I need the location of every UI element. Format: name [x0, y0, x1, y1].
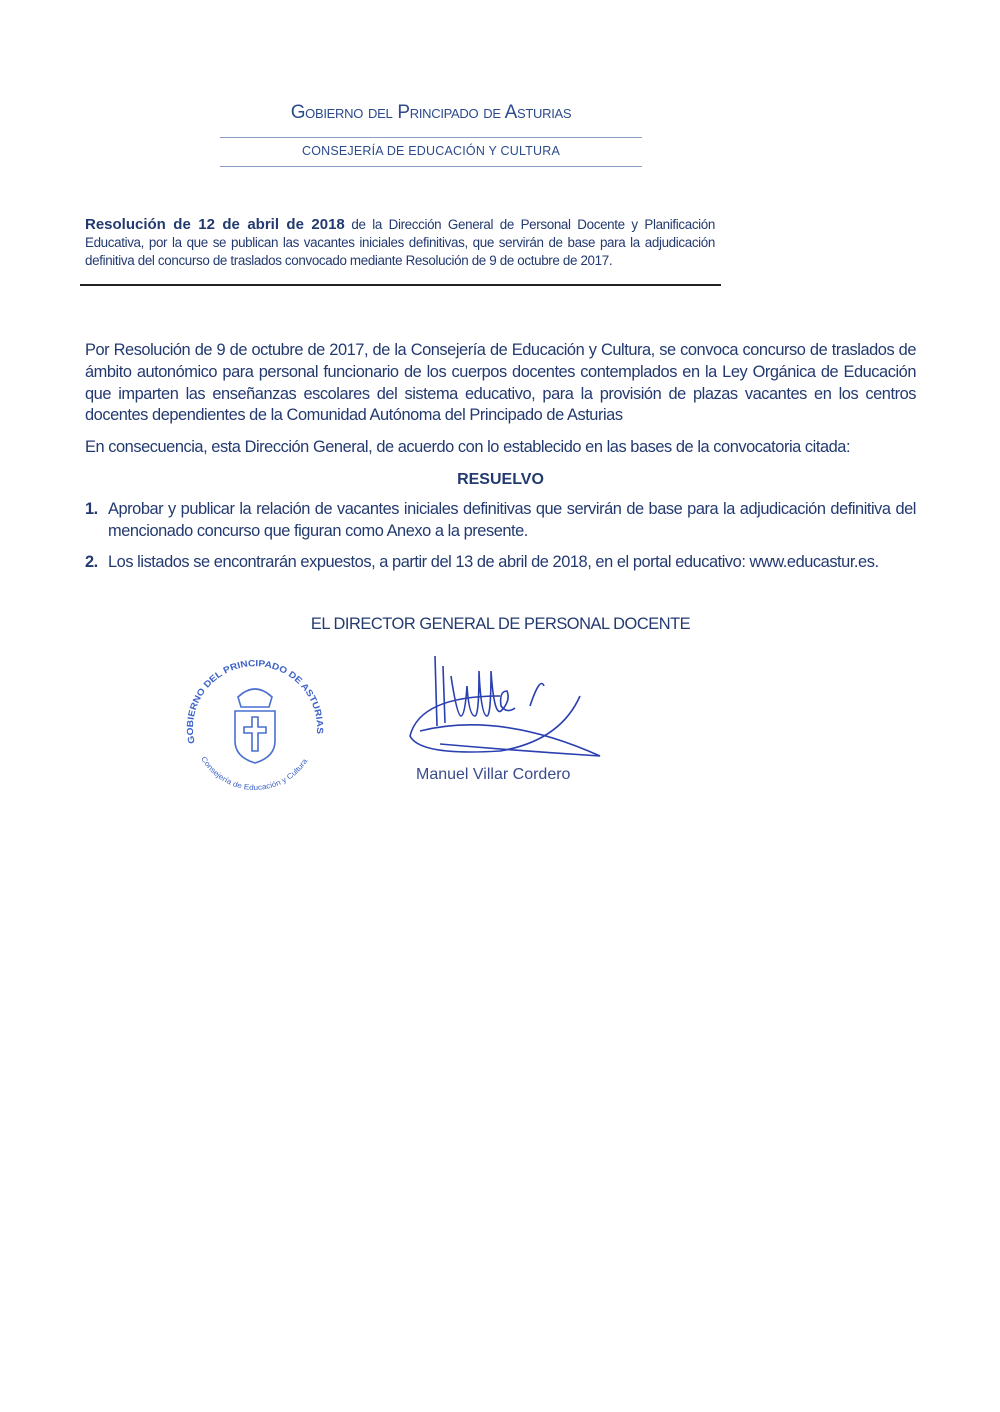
paragraph-1: Por Resolución de 9 de octubre de 2017, de la Consejería de Educación y Cultura, se convoca concurso de traslados de ámbito autonómico para personal funcionario de los cuerpos docentes contemplados en la Ley Orgánica de Educación que imparten las enseñanzas escolares del sistema educativo, para la provisión de plazas vacantes en los centros docentes dependientes de la Comunidad Autónoma del Principado de Asturias [85, 341, 916, 425]
header-divider-top [220, 137, 642, 138]
list-item-text: Aprobar y publicar la relación de vacantes iniciales definitivas que servirán de base para la adjudicación definitiva del mencionado concurso que figuran como Anexo a la presente. [108, 499, 916, 540]
paragraph-2: En consecuencia, esta Dirección General, de acuerdo con lo establecido en las bases de la convocatoria citada: [85, 438, 851, 457]
summary-text: de la Dirección General de Personal Docente y Planificación Educativa, por la que se publican las vacantes iniciales definitivas, que servirán de base para la adjudicación definitiva del concurso de traslados convocado mediante Resolución de 9 de octubre de 2017. [85, 217, 715, 268]
list-item [85, 552, 916, 574]
signature-block [85, 641, 916, 811]
list-item [85, 499, 916, 543]
resuelvo-heading: RESUELVO [457, 470, 544, 488]
header-title: Gobierno del Principado de Asturias [290, 102, 572, 123]
official-seal-icon [180, 653, 330, 803]
signatory-title: EL DIRECTOR GENERAL DE PERSONAL DOCENTE [310, 615, 691, 634]
summary-title: Resolución de 12 de abril de 2018 [85, 216, 345, 233]
svg-text:Consejería de Educación y Cult: Consejería de Educación y Cultura [199, 755, 309, 793]
list-item-text: Los listados se encontrarán expuestos, a partir del 13 de abril de 2018, en el portal educativo: www.educastur.es. [108, 552, 879, 571]
resolution-summary [85, 216, 715, 270]
document-body [85, 216, 916, 811]
header-subtitle: CONSEJERÍA DE EDUCACIÓN Y CULTURA [301, 144, 561, 158]
handwritten-signature-icon [405, 651, 605, 761]
list-item-number: 1. [85, 499, 98, 518]
signatory-name: Manuel Villar Cordero [416, 766, 571, 784]
summary-rule [80, 284, 721, 286]
svg-text:GOBIERNO DEL PRINCIPADO DE AST: GOBIERNO DEL PRINCIPADO DE ASTURIAS [184, 658, 326, 745]
header-divider-bottom [220, 166, 642, 167]
list-item-number: 2. [85, 552, 98, 571]
